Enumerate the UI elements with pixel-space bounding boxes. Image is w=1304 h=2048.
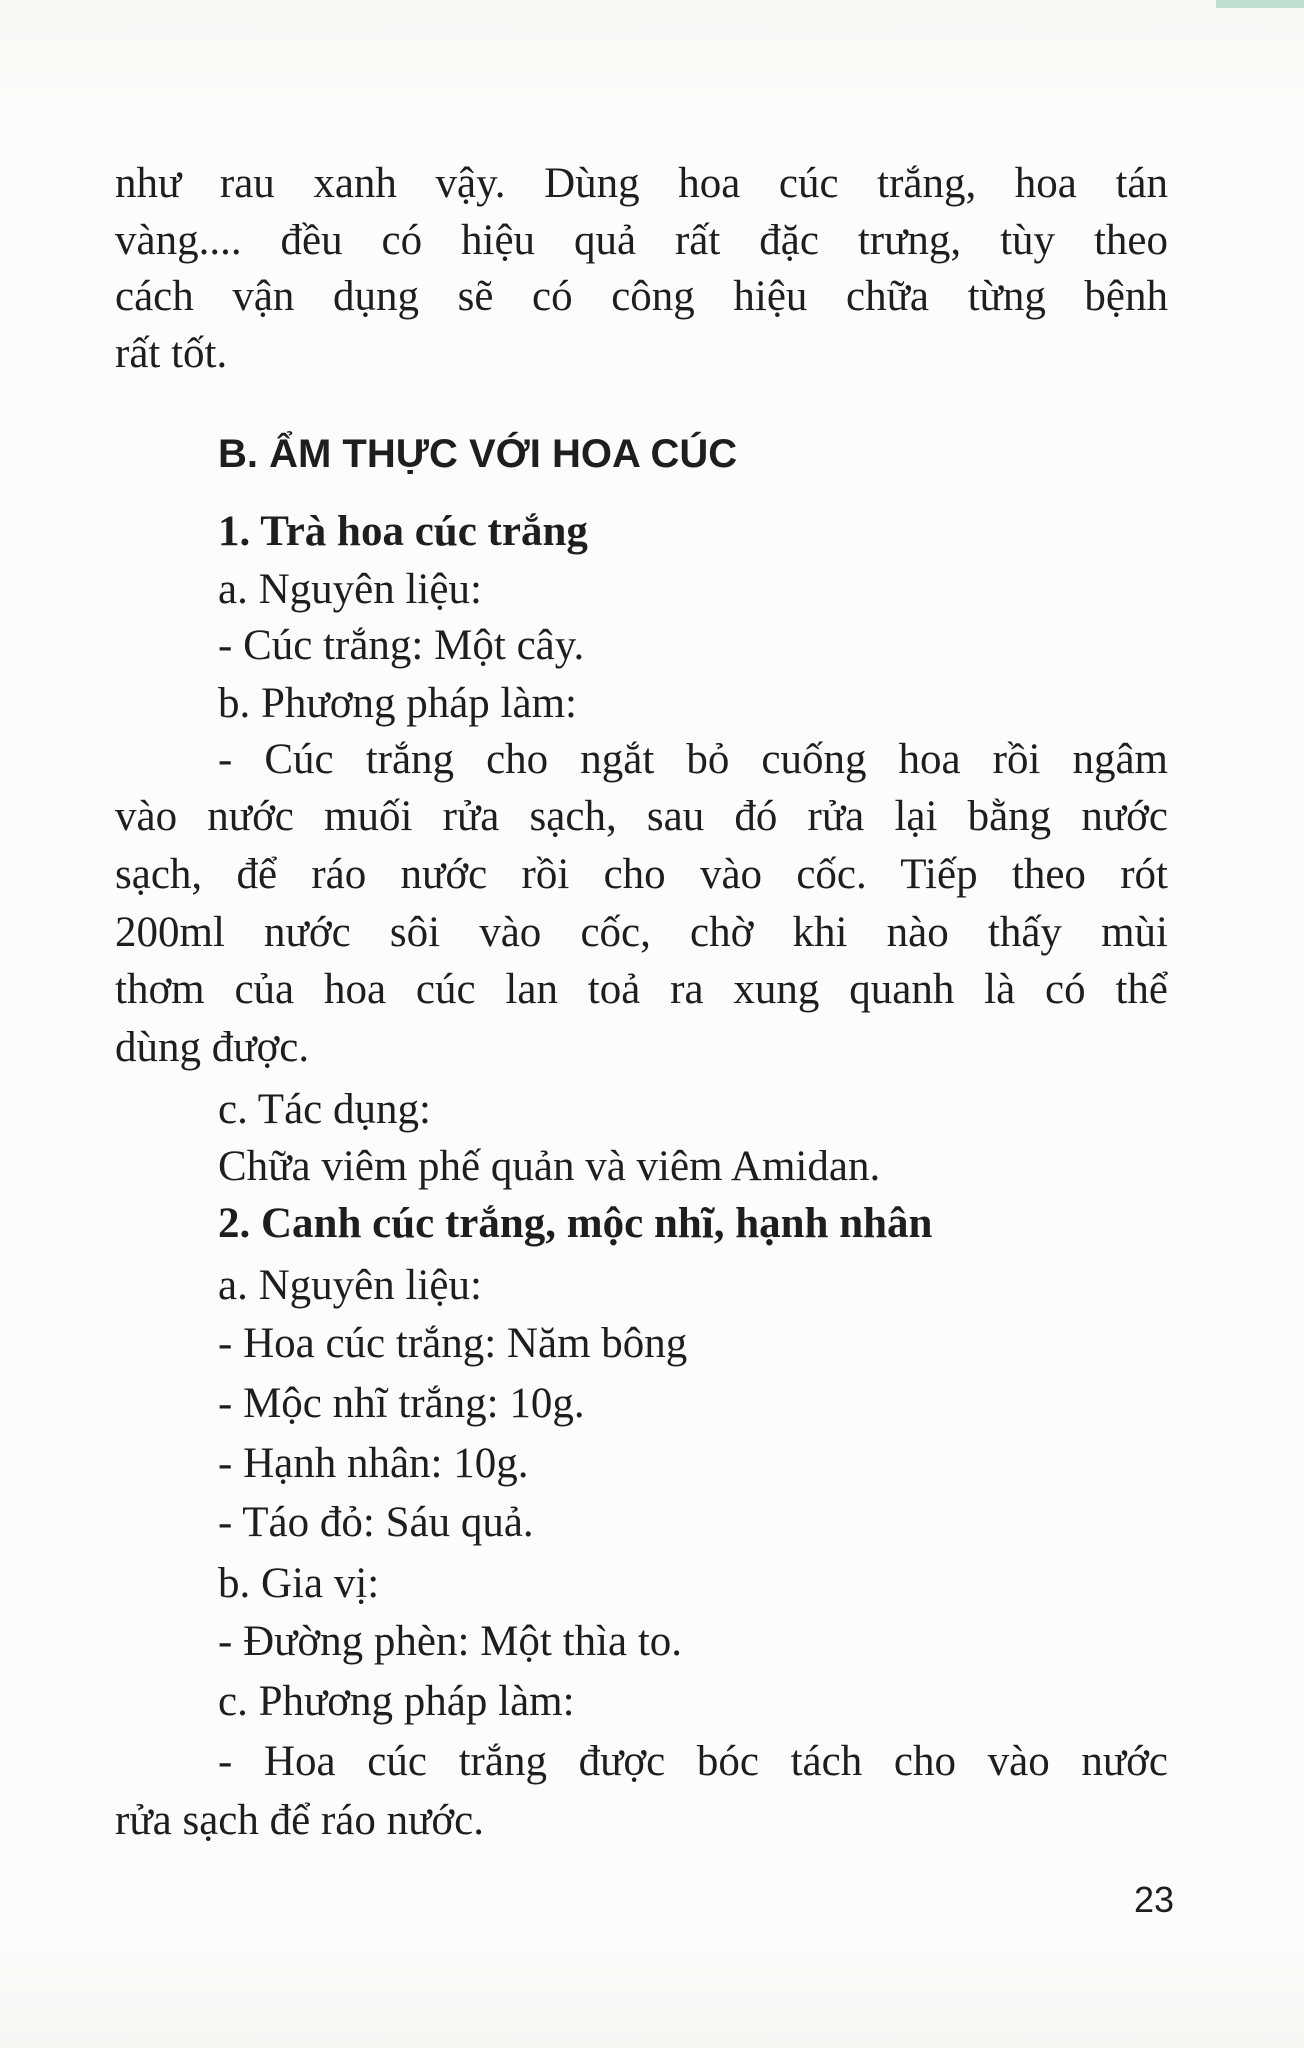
recipe2-spices-label: b. Gia vị:: [218, 1560, 380, 1607]
recipe1-method-line-1: - Cúc trắng cho ngắt bỏ cuống hoa rồi ngâm: [218, 736, 1168, 783]
recipe2-ingredient-item: - Hoa cúc trắng: Năm bông: [218, 1320, 688, 1367]
recipe1-effect-text: Chữa viêm phế quản và viêm Amidan.: [218, 1143, 881, 1190]
recipe1-method-line-2: vào nước muối rửa sạch, sau đó rửa lại bằng nước: [115, 793, 1168, 840]
intro-line-4: rất tốt.: [115, 330, 228, 377]
recipe1-method-line-6: dùng được.: [115, 1024, 310, 1071]
recipe2-method-line-2: rửa sạch để ráo nước.: [115, 1797, 484, 1844]
intro-line-1: như rau xanh vậy. Dùng hoa cúc trắng, hoa tán: [115, 160, 1168, 207]
intro-line-2: vàng.... đều có hiệu quả rất đặc trưng, tùy theo: [115, 217, 1168, 264]
recipe1-effect-label: c. Tác dụng:: [218, 1086, 431, 1133]
recipe1-method-line-3: sạch, để ráo nước rồi cho vào cốc. Tiếp theo rót: [115, 851, 1168, 898]
section-heading: B. ẨM THỰC VỚI HOA CÚC: [218, 432, 738, 476]
page-number: 23: [1133, 1879, 1174, 1920]
recipe2-ingredients-label: a. Nguyên liệu:: [218, 1262, 482, 1309]
recipe2-spice-item: - Đường phèn: Một thìa to.: [218, 1618, 683, 1665]
recipe2-ingredient-item: - Táo đỏ: Sáu quả.: [218, 1499, 534, 1546]
recipe1-method-label: b. Phương pháp làm:: [218, 680, 577, 727]
recipe2-method-label: c. Phương pháp làm:: [218, 1678, 575, 1725]
recipe2-ingredient-item: - Hạnh nhân: 10g.: [218, 1440, 529, 1487]
recipe2-ingredient-item: - Mộc nhĩ trắng: 10g.: [218, 1380, 585, 1427]
recipe2-method-line-1: - Hoa cúc trắng được bóc tách cho vào nước: [218, 1738, 1168, 1785]
recipe1-ingredient-item: - Cúc trắng: Một cây.: [218, 622, 585, 669]
page-corner-mark: [1216, 0, 1304, 8]
recipe1-title: 1. Trà hoa cúc trắng: [218, 508, 588, 555]
recipe2-title: 2. Canh cúc trắng, mộc nhĩ, hạnh nhân: [218, 1200, 933, 1247]
recipe1-ingredients-label: a. Nguyên liệu:: [218, 566, 482, 613]
intro-line-3: cách vận dụng sẽ có công hiệu chữa từng bệnh: [115, 273, 1168, 320]
recipe1-method-line-4: 200ml nước sôi vào cốc, chờ khi nào thấy mùi: [115, 909, 1168, 956]
recipe1-method-line-5: thơm của hoa cúc lan toả ra xung quanh là có thể: [115, 966, 1168, 1013]
